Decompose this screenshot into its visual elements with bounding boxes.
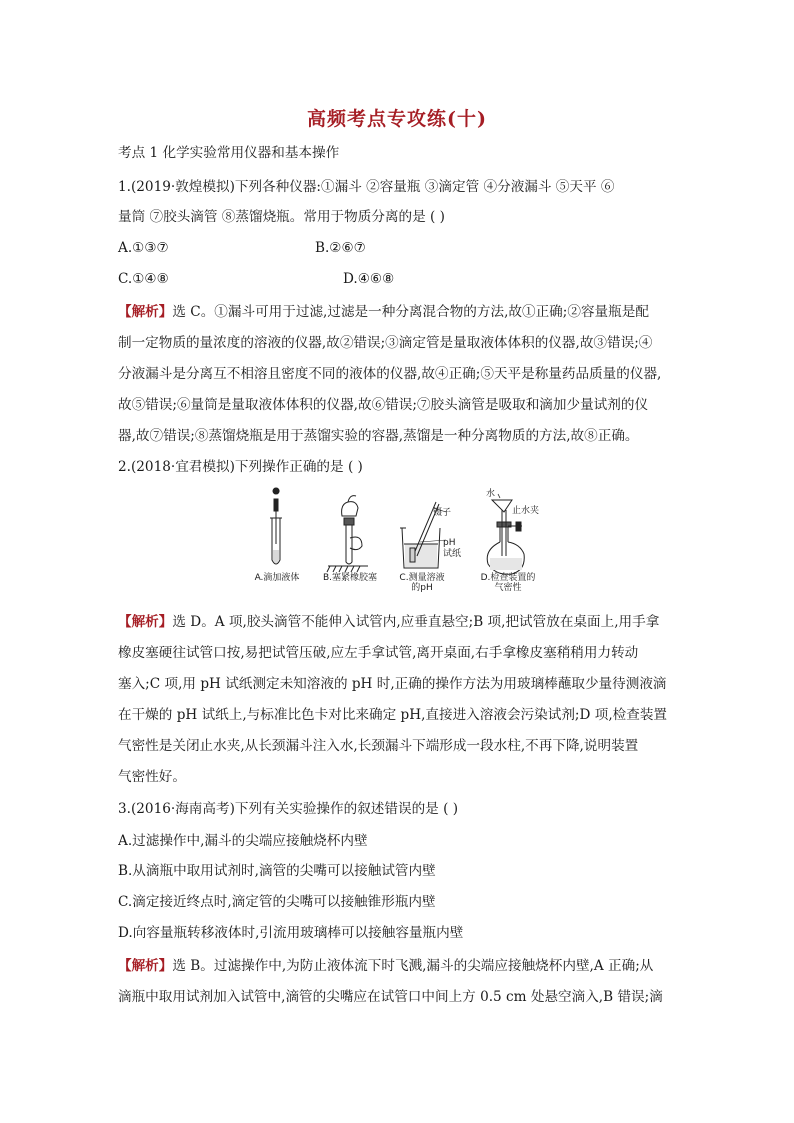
q1-option-a: A.①③⑦ xyxy=(118,240,169,256)
caption-d-line-2: 气密性 xyxy=(494,583,522,593)
q3-option-b: B.从滴瓶中取用试剂时,滴管的尖嘴可以接触试管内壁 xyxy=(118,863,436,879)
label-water: 水 xyxy=(486,489,496,499)
caption-c-line-2: 的pH xyxy=(411,583,433,593)
q1-stem-line-1: 1.(2019·敦煌模拟)下列各种仪器:①漏斗 ②容量瓶 ③滴定管 ④分液漏斗 ⑤天平 ⑥ xyxy=(118,179,615,195)
label-forceps: 镊子 xyxy=(433,508,452,518)
q3-analysis-line-1 xyxy=(118,958,683,974)
q2-analysis-text-1: 选 D。A 项,胶头滴管不能伸入试管内,应垂直悬空;B 项,把试管放在桌面上,用手拿 xyxy=(172,614,660,630)
q3-analysis-line-2: 滴瓶中取用试剂加入试管中,滴管的尖嘴应在试管口中间上方 0.5 cm 处悬空滴入,B 错误;滴 xyxy=(118,989,663,1005)
caption-c-line-1: C.测量溶液 xyxy=(399,573,445,583)
label-ph-paper: 试纸 xyxy=(443,549,462,559)
q1-option-d: D.④⑥⑧ xyxy=(343,271,395,287)
q2-stem-line-1: 2.(2018·宜君模拟)下列操作正确的是 ( ) xyxy=(118,459,363,475)
q1-option-b: B.②⑥⑦ xyxy=(315,240,366,256)
q2-analysis-line-2: 橡皮塞硬往试管口按,易把试管压破,应左手拿试管,离开桌面,右手拿橡皮塞稍稍用力转动 xyxy=(118,645,639,661)
q2-analysis-line-4: 在干燥的 pH 试纸上,与标准比色卡对比来确定 pH,直接进入溶液会污染试剂;D 项,检查装置 xyxy=(118,707,668,723)
caption-d-line-1: D.检查装置的 xyxy=(480,573,536,583)
q2-analysis-line-1 xyxy=(118,614,683,630)
q1-option-c: C.①④⑧ xyxy=(118,271,169,287)
q3-option-a: A.过滤操作中,漏斗的尖端应接触烧杯内壁 xyxy=(118,833,368,849)
q1-analysis-line-3: 分液漏斗是分离互不相溶且密度不同的液体的仪器,故④正确;⑤天平是称量药品质量的仪器, xyxy=(118,366,662,382)
q2-analysis-line-5: 气密性是关闭止水夹,从长颈漏斗注入水,长颈漏斗下端形成一段水柱,不再下降,说明装置 xyxy=(118,738,639,754)
q2-experiment-figure xyxy=(250,486,550,596)
page-title: 高频考点专攻练(十) xyxy=(307,108,487,130)
q3-option-c: C.滴定接近终点时,滴定管的尖嘴可以接触锥形瓶内壁 xyxy=(118,894,436,910)
caption-b: B.塞紧橡胶塞 xyxy=(322,573,378,583)
label-stop-clip: 止水夹 xyxy=(512,506,540,516)
caption-a: A.滴加液体 xyxy=(254,573,300,583)
q1-analysis-line-5: 器,故⑦错误;⑧蒸馏烧瓶是用于蒸馏实验的容器,蒸馏是一种分离物质的方法,故⑧正确。 xyxy=(118,428,639,444)
label-ph: pH xyxy=(443,538,456,548)
analysis-tag: 【解析】 xyxy=(118,614,173,630)
q1-analysis-text-1: 选 C。①漏斗可用于过滤,过滤是一种分离混合物的方法,故①正确;②容量瓶是配 xyxy=(172,304,649,320)
q1-analysis-line-4: 故⑤错误;⑥量筒是量取液体体积的仪器,故⑥错误;⑦胶头滴管是吸取和滴加少量试剂的仪 xyxy=(118,397,649,413)
analysis-tag: 【解析】 xyxy=(118,304,173,320)
q2-analysis-line-6: 气密性好。 xyxy=(118,769,186,785)
q3-analysis-text-1: 选 B。过滤操作中,为防止液体流下时飞溅,漏斗的尖端应接触烧杯内壁,A 正确;从 xyxy=(172,958,654,974)
q3-option-d: D.向容量瓶转移液体时,引流用玻璃棒可以接触容量瓶内壁 xyxy=(118,925,464,941)
section-heading: 考点 1 化学实验常用仪器和基本操作 xyxy=(118,145,340,161)
q3-stem-line-1: 3.(2016·海南高考)下列有关实验操作的叙述错误的是 ( ) xyxy=(118,801,459,817)
analysis-tag: 【解析】 xyxy=(118,958,173,974)
q2-analysis-line-3: 塞入;C 项,用 pH 试纸测定未知溶液的 pH 时,正确的操作方法为用玻璃棒蘸取少量待测液滴 xyxy=(118,676,667,692)
q1-analysis-line-2: 制一定物质的量浓度的溶液的仪器,故②错误;③滴定管是量取液体体积的仪器,故③错误;④ xyxy=(118,335,653,351)
q1-analysis-line-1 xyxy=(118,304,683,320)
q1-stem-line-2: 量筒 ⑦胶头滴管 ⑧蒸馏烧瓶。常用于物质分离的是 ( ) xyxy=(118,209,445,225)
